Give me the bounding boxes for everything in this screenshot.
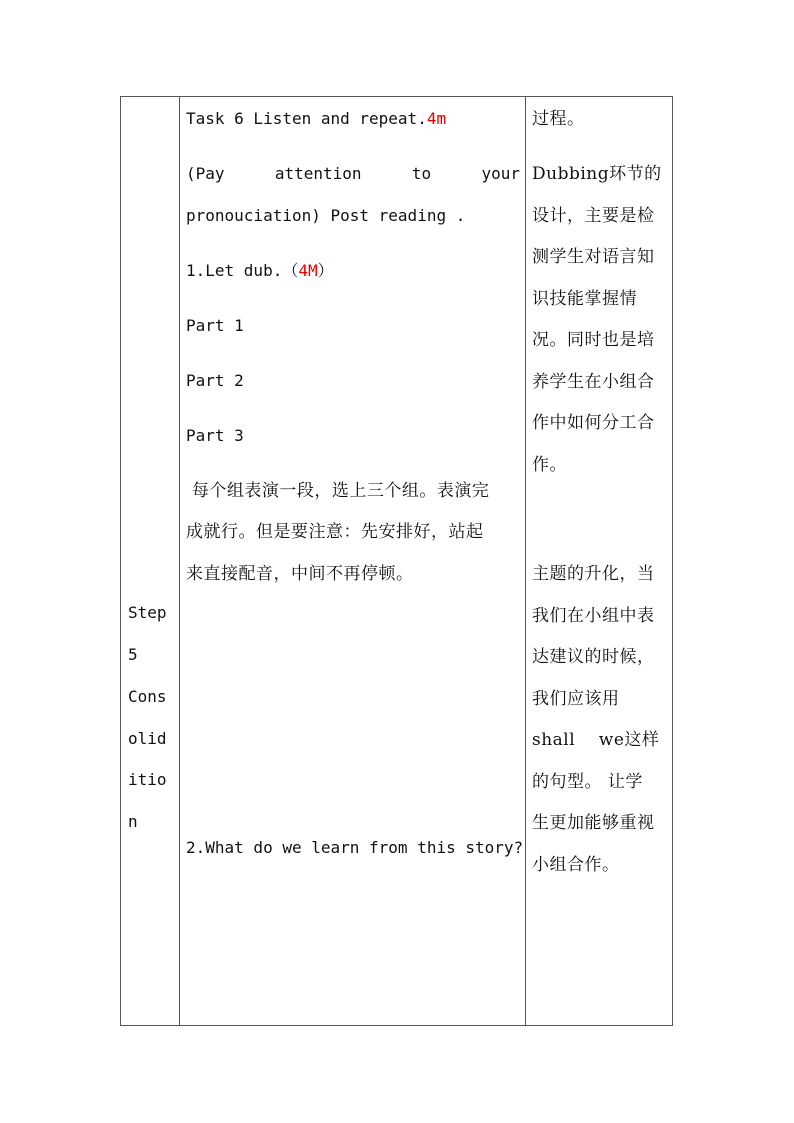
step-label-line: 5: [128, 645, 138, 664]
instruction-line: 每个组表演一段，选上三个组。表演完: [186, 481, 490, 501]
note-line: 我们应该用: [532, 689, 620, 709]
lesson-table: [120, 96, 673, 1026]
step-label-line: Cons: [128, 687, 167, 706]
note-line: 小组合作。: [532, 855, 620, 875]
note-line: 作中如何分工合: [532, 413, 655, 433]
dub-text: 1.Let dub.（: [186, 261, 299, 280]
step-label-line: Step: [128, 603, 167, 622]
part-item: Part 3: [186, 426, 244, 445]
attention-word: (Pay: [186, 164, 225, 183]
instruction-line: 成就行。但是要注意：先安排好，站起: [186, 522, 484, 542]
attention-word: attention: [274, 164, 362, 183]
note-line: 主题的升化，当: [532, 564, 655, 584]
note-line: 识技能掌握情: [532, 289, 637, 309]
part-item: Part 2: [186, 371, 244, 390]
note-line: 过程。: [532, 109, 585, 129]
question-line: 2.What do we learn from this story?: [186, 838, 524, 857]
notes-column: [525, 97, 672, 1025]
step-label-line: itio: [128, 770, 167, 789]
note-line: shall we这样: [532, 730, 660, 750]
step-column: [121, 97, 180, 1025]
attention-line: [186, 163, 520, 185]
attention-word: your: [481, 164, 520, 183]
task6-time: 4m: [426, 109, 447, 128]
task6-text: Task 6 Listen and repeat.: [186, 109, 427, 128]
dub-time: 4M: [298, 261, 318, 280]
note-line: 养学生在小组合: [532, 372, 655, 392]
dub-line: [186, 260, 334, 282]
note-line: 我们在小组中表: [532, 606, 655, 626]
task6-line: [186, 108, 446, 130]
note-line: 生更加能够重视: [532, 813, 655, 833]
attention-word: to: [411, 164, 432, 183]
note-line: 的句型。 让学: [532, 772, 643, 792]
note-line: 达建议的时候，: [532, 647, 655, 667]
dub-close: ）: [317, 261, 334, 280]
note-line: 况。同时也是培: [532, 330, 655, 350]
step-label-line: olid: [128, 729, 167, 748]
note-line: Dubbing环节的: [532, 164, 662, 184]
note-line: 设计，主要是检: [532, 206, 655, 226]
instruction-line: 来直接配音，中间不再停顿。: [186, 564, 414, 584]
part-item: Part 1: [186, 316, 244, 335]
step-label-line: n: [128, 812, 138, 831]
activities-column: [179, 97, 526, 1025]
note-line: 测学生对语言知: [532, 247, 655, 267]
attention-line-2: pronouciation) Post reading .: [186, 206, 466, 225]
note-line: 作。: [532, 455, 567, 475]
